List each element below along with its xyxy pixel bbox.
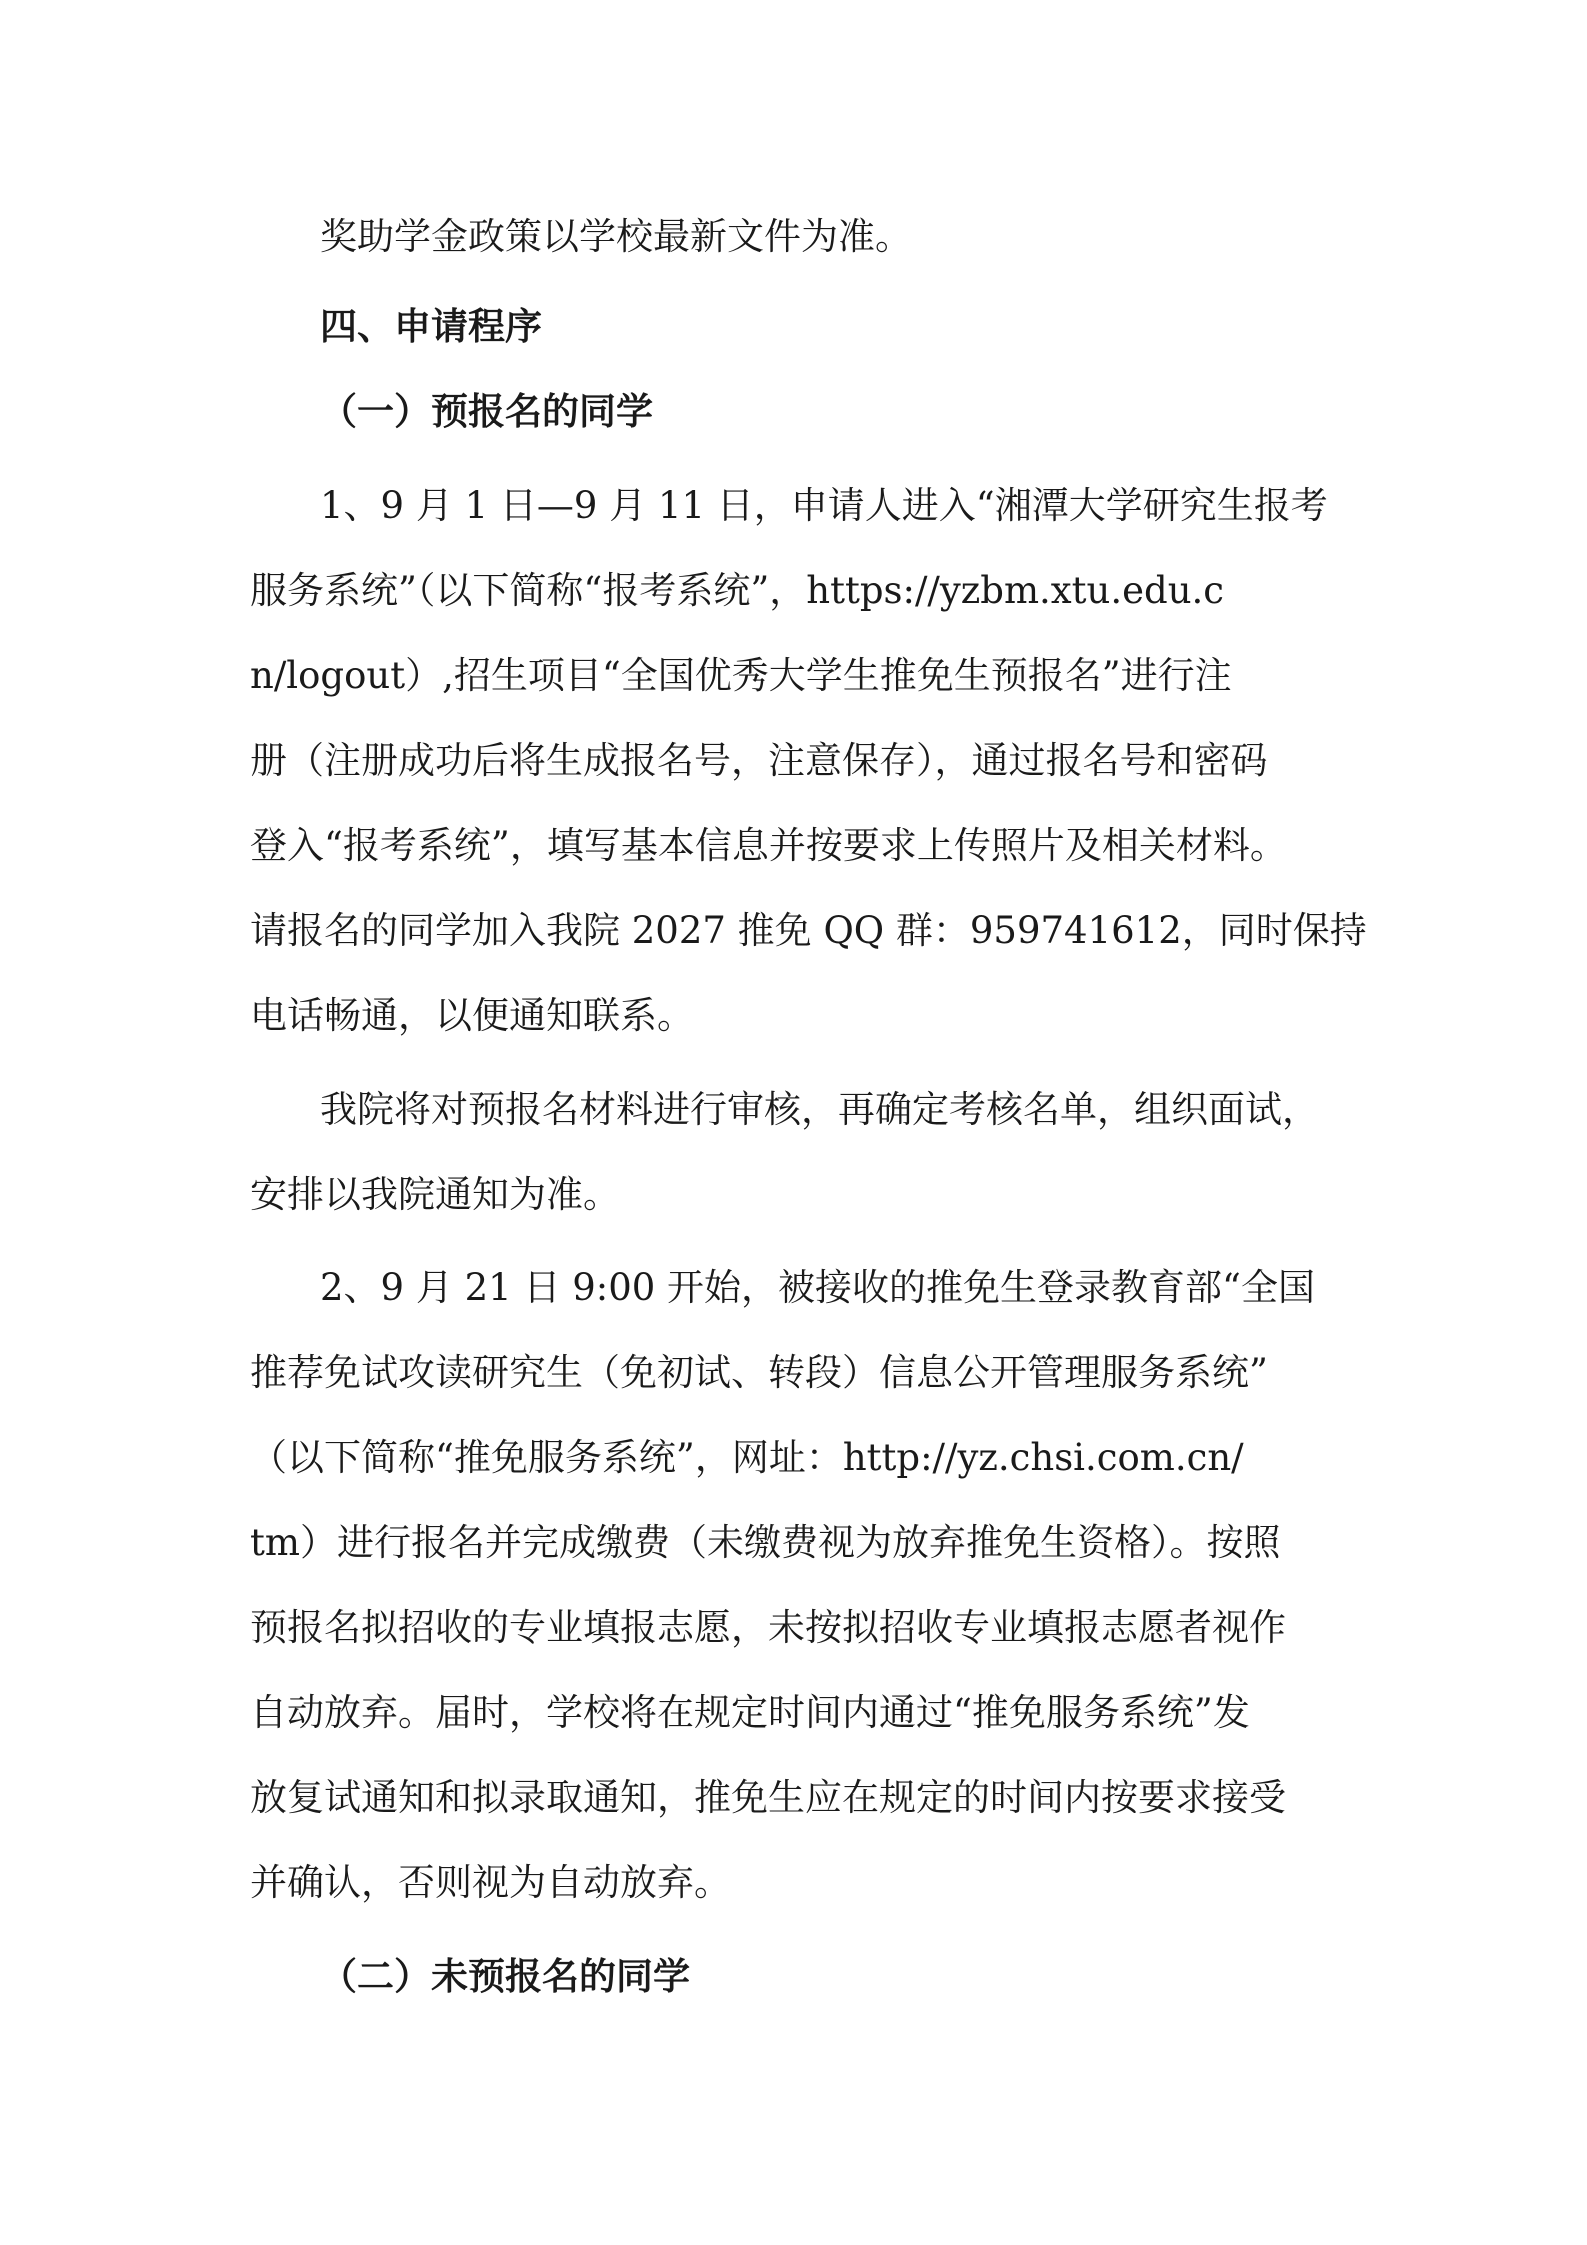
paragraph-line: 自动放弃。届时，学校将在规定时间内通过“推免服务系统”发 bbox=[250, 1691, 1250, 1734]
paragraph-line: （以下简称“推免服务系统”，网址：http://yz.chsi.com.cn/ bbox=[250, 1436, 1244, 1479]
paragraph-line: 服务系统”（以下简称“报考系统”，https://yzbm.xtu.edu.c bbox=[250, 569, 1225, 612]
subsection-heading: （一）预报名的同学 bbox=[320, 389, 653, 433]
paragraph-line: 请报名的同学加入我院 2027 推免 QQ 群：959741612，同时保持 bbox=[250, 909, 1367, 952]
paragraph-line: 登入“报考系统”，填写基本信息并按要求上传照片及相关材料。 bbox=[250, 824, 1287, 867]
paragraph-line: 2、9 月 21 日 9:00 开始，被接收的推免生登录教育部“全国 bbox=[320, 1266, 1315, 1309]
section-heading: 四、申请程序 bbox=[320, 304, 542, 348]
paragraph-line: 册（注册成功后将生成报名号，注意保存），通过报名号和密码 bbox=[250, 739, 1268, 782]
paragraph-line: 电话畅通，以便通知联系。 bbox=[250, 994, 694, 1037]
paragraph-line: 放复试通知和拟录取通知，推免生应在规定的时间内按要求接受 bbox=[250, 1776, 1286, 1819]
paragraph-line: 并确认，否则视为自动放弃。 bbox=[250, 1861, 731, 1904]
subsection-heading: （二）未预报名的同学 bbox=[320, 1954, 690, 1998]
paragraph-line: 1、9 月 1 日—9 月 11 日，申请人进入“湘潭大学研究生报考 bbox=[320, 484, 1328, 527]
paragraph-line: n/logout）,招生项目“全国优秀大学生推免生预报名”进行注 bbox=[250, 654, 1232, 697]
paragraph-line: 预报名拟招收的专业填报志愿，未按拟招收专业填报志愿者视作 bbox=[250, 1606, 1286, 1649]
paragraph-line: 推荐免试攻读研究生（免初试、转段）信息公开管理服务系统” bbox=[250, 1351, 1268, 1394]
paragraph-line: 奖助学金政策以学校最新文件为准。 bbox=[320, 215, 912, 258]
paragraph-line: 我院将对预报名材料进行审核，再确定考核名单，组织面试， bbox=[320, 1088, 1319, 1131]
paragraph-line: 安排以我院通知为准。 bbox=[250, 1173, 620, 1216]
paragraph-line: tm）进行报名并完成缴费（未缴费视为放弃推免生资格）。按照 bbox=[250, 1521, 1281, 1564]
